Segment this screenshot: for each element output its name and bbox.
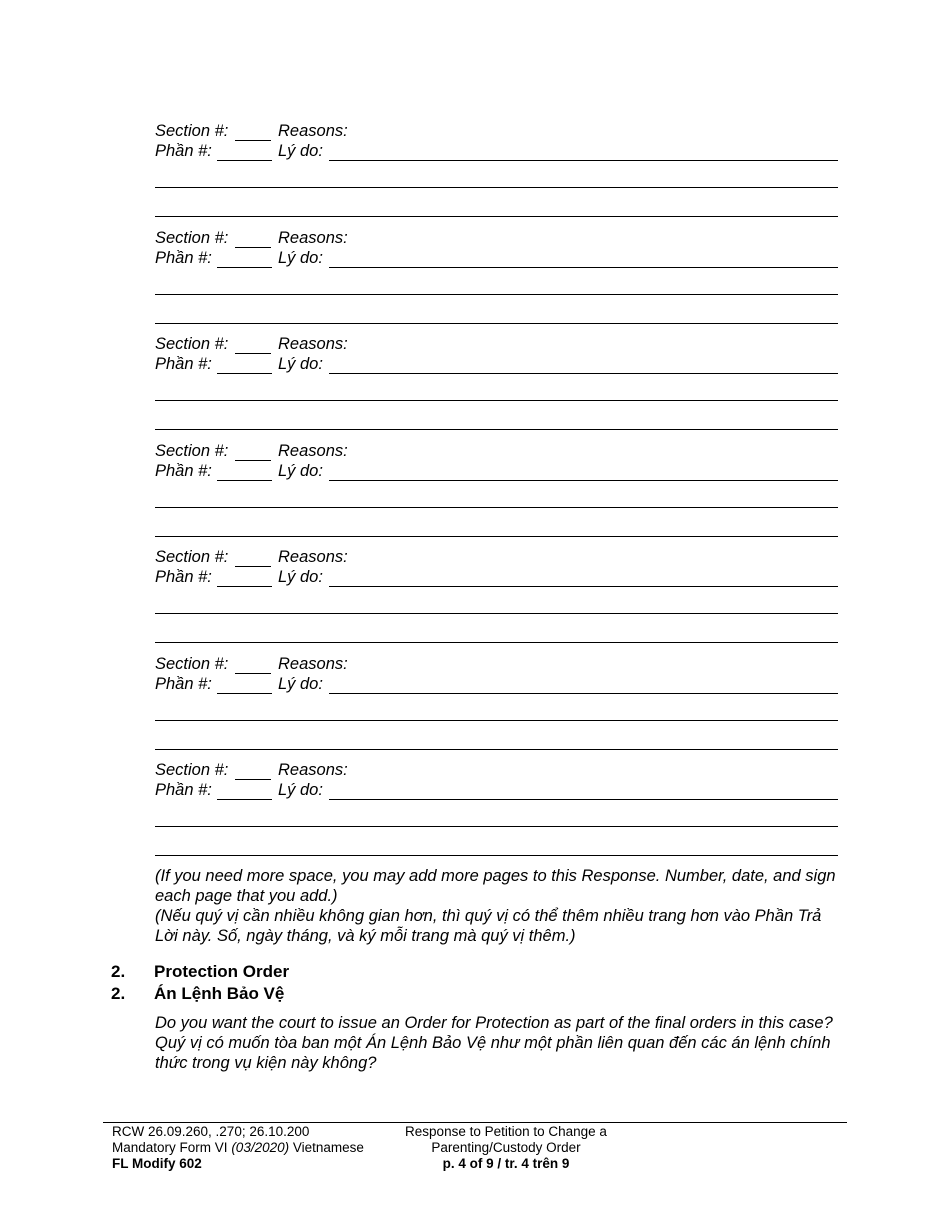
phan-label: Phần #:	[155, 674, 212, 693]
more-space-note-vi: (Nếu quý vị cần nhiều không gian hơn, thì quý vị có thể thêm nhiều trang hơn vào Phần Trả Lời này. Số, ngày tháng, và ký mỗi trang mà quý vị thêm.)	[155, 907, 822, 945]
lydo-label: Lý do:	[278, 674, 323, 693]
reason-entry	[155, 441, 838, 541]
footer-left	[112, 1124, 364, 1172]
footer-form-lang: Vietnamese	[292, 1140, 364, 1155]
reason-line-2[interactable]	[155, 400, 838, 401]
section-number-field[interactable]	[235, 338, 271, 354]
reason-line-2[interactable]	[155, 826, 838, 827]
section-label: Section #:	[155, 335, 229, 353]
reasons-label: Reasons:	[278, 761, 348, 779]
footer-center	[386, 1124, 626, 1172]
reason-line-1[interactable]	[329, 678, 838, 694]
reason-line-1[interactable]	[329, 784, 838, 800]
reason-line-2[interactable]	[155, 294, 838, 295]
reason-line-1[interactable]	[329, 465, 838, 481]
question-en: Do you want the court to issue an Order for Protection as part of the final orders in this case?	[155, 1014, 833, 1032]
phan-number-field[interactable]	[217, 784, 272, 800]
phan-number-field[interactable]	[217, 571, 272, 587]
reason-line-1[interactable]	[329, 252, 838, 268]
phan-number-field[interactable]	[217, 252, 272, 268]
reasons-label: Reasons:	[278, 548, 348, 566]
footer-divider	[103, 1122, 847, 1123]
footer-form	[112, 1140, 364, 1156]
section-2-title-vi: Án Lệnh Bảo Vệ	[154, 984, 285, 1003]
phan-label: Phần #:	[155, 355, 212, 373]
section-number-field[interactable]	[235, 125, 271, 141]
footer-form-date: (03/2020)	[231, 1140, 290, 1155]
footer-rcw: RCW 26.09.260, .270; 26.10.200	[112, 1124, 310, 1139]
reasons-label: Reasons:	[278, 228, 348, 247]
reason-line-3[interactable]	[155, 855, 838, 856]
phan-label: Phần #:	[155, 781, 212, 799]
phan-number-field[interactable]	[217, 465, 272, 481]
reason-line-1[interactable]	[329, 571, 838, 587]
footer-title-line1: Response to Petition to Change a	[405, 1124, 607, 1139]
question-vi: Quý vị có muốn tòa ban một Án Lệnh Bảo Vệ như một phần liên quan đến các án lệnh chính thức trong vụ kiện này không?	[155, 1034, 831, 1072]
footer-title-line2: Parenting/Custody Order	[431, 1140, 581, 1155]
phan-label: Phần #:	[155, 142, 212, 160]
section-label: Section #:	[155, 548, 229, 566]
section-label: Section #:	[155, 228, 229, 247]
reason-entry	[155, 547, 838, 647]
phan-number-field[interactable]	[217, 678, 272, 694]
reason-entry	[155, 121, 838, 221]
reasons-label: Reasons:	[278, 441, 348, 460]
footer-form-id: FL Modify 602	[112, 1156, 202, 1171]
lydo-label: Lý do:	[278, 568, 323, 586]
footer-form-prefix: Mandatory Form VI	[112, 1140, 228, 1155]
section-label: Section #:	[155, 654, 229, 673]
more-space-note-en: (If you need more space, you may add more pages to this Response. Number, date, and sign each page that you add.)	[155, 867, 836, 905]
reason-entry	[155, 760, 838, 860]
lydo-label: Lý do:	[278, 248, 323, 267]
section-label: Section #:	[155, 761, 229, 779]
reason-line-1[interactable]	[329, 145, 838, 161]
reason-line-1[interactable]	[329, 358, 838, 374]
section-number-field[interactable]	[235, 445, 271, 461]
reason-line-3[interactable]	[155, 536, 838, 537]
reason-line-2[interactable]	[155, 720, 838, 721]
section-number-field[interactable]	[235, 551, 271, 567]
phan-label: Phần #:	[155, 248, 212, 267]
reason-entry	[155, 654, 838, 754]
reason-line-3[interactable]	[155, 429, 838, 430]
reason-line-3[interactable]	[155, 749, 838, 750]
lydo-label: Lý do:	[278, 142, 323, 160]
lydo-label: Lý do:	[278, 781, 323, 799]
reason-line-2[interactable]	[155, 187, 838, 188]
reason-entry	[155, 334, 838, 434]
phan-label: Phần #:	[155, 568, 212, 586]
reasons-label: Reasons:	[278, 654, 348, 673]
phan-label: Phần #:	[155, 461, 212, 480]
lydo-label: Lý do:	[278, 461, 323, 480]
reason-line-2[interactable]	[155, 507, 838, 508]
section-2-title-en: Protection Order	[154, 962, 290, 981]
reason-entry	[155, 228, 838, 328]
lydo-label: Lý do:	[278, 355, 323, 373]
reason-line-3[interactable]	[155, 642, 838, 643]
phan-number-field[interactable]	[217, 145, 272, 161]
footer-page-number: p. 4 of 9 / tr. 4 trên 9	[442, 1156, 570, 1171]
section-number-field[interactable]	[235, 658, 271, 674]
reasons-label: Reasons:	[278, 335, 348, 353]
section-label: Section #:	[155, 441, 229, 460]
protection-order-question	[155, 1013, 845, 1073]
section-number-field[interactable]	[235, 764, 271, 780]
reasons-label: Reasons:	[278, 122, 348, 140]
section-2-number: 2.	[111, 962, 126, 981]
section-2-number-vi: 2.	[111, 984, 126, 1003]
phan-number-field[interactable]	[217, 358, 272, 374]
reason-line-2[interactable]	[155, 613, 838, 614]
more-space-note	[155, 866, 845, 946]
section-label: Section #:	[155, 122, 229, 140]
reason-line-3[interactable]	[155, 323, 838, 324]
reason-line-3[interactable]	[155, 216, 838, 217]
section-number-field[interactable]	[235, 232, 271, 248]
